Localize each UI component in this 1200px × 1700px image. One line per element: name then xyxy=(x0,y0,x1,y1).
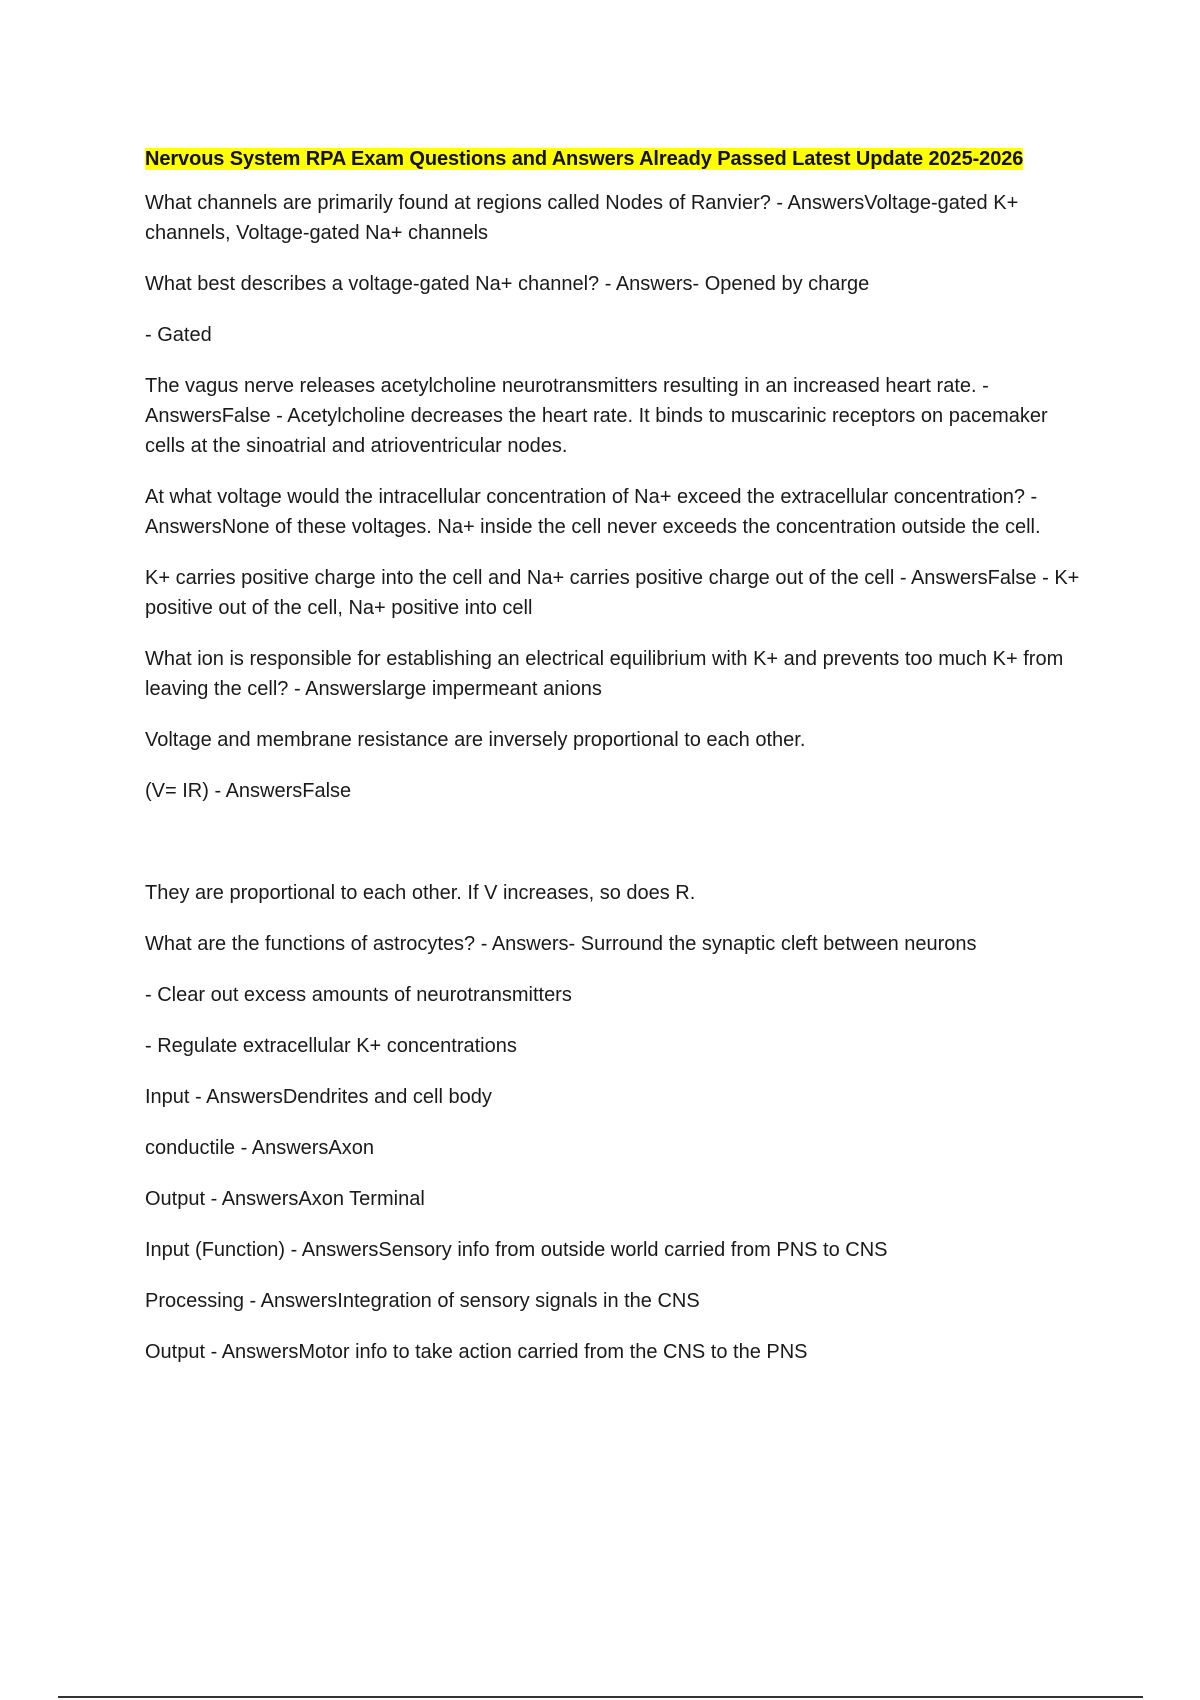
paragraph: Output - AnswersAxon Terminal xyxy=(145,1188,425,1210)
paragraph: What ion is responsible for establishing an electrical equilibrium with K+ and prevents too much K+ from leaving the cell? - Answerslarge impermeant anions xyxy=(145,648,1064,700)
paragraph: The vagus nerve releases acetylcholine neurotransmitters resulting in an increased heart rate. - AnswersFalse - Acetylcholine decreases the heart rate. It binds to muscarinic receptors on pacemaker cells at the sinoatrial and atrioventricular nodes. xyxy=(145,375,1048,457)
paragraph: At what voltage would the intracellular concentration of Na+ exceed the extracellular concentration? - AnswersNone of these voltages. Na+ inside the cell never exceeds the concentration outside the cell. xyxy=(145,486,1041,538)
paragraph: Voltage and membrane resistance are inversely proportional to each other. xyxy=(145,729,806,751)
paragraph: Output - AnswersMotor info to take action carried from the CNS to the PNS xyxy=(145,1341,808,1363)
paragraph: What best describes a voltage-gated Na+ channel? - Answers- Opened by charge xyxy=(145,273,870,295)
paragraph: What channels are primarily found at regions called Nodes of Ranvier? - AnswersVoltage-gated K+ channels, Voltage-gated Na+ channels xyxy=(145,192,1019,244)
paragraph: conductile - AnswersAxon xyxy=(145,1137,375,1159)
paragraph: What are the functions of astrocytes? - Answers- Surround the synaptic cleft between neurons xyxy=(145,933,977,955)
blank-gap xyxy=(145,827,1090,878)
paragraph: Input (Function) - AnswersSensory info from outside world carried from PNS to CNS xyxy=(145,1239,888,1261)
paragraph: K+ carries positive charge into the cell and Na+ carries positive charge out of the cell - AnswersFalse - K+ positive out of the cell, Na+ positive into cell xyxy=(145,567,1080,619)
paragraph: They are proportional to each other. If V increases, so does R. xyxy=(145,882,696,904)
paragraph: Processing - AnswersIntegration of sensory signals in the CNS xyxy=(145,1290,700,1312)
footer-divider xyxy=(58,1696,1143,1698)
paragraph: Input - AnswersDendrites and cell body xyxy=(145,1086,492,1108)
title-block xyxy=(145,144,1090,174)
document-title: Nervous System RPA Exam Questions and Answers Already Passed Latest Update 2025-2026 xyxy=(145,148,1024,170)
paragraph: - Gated xyxy=(145,324,212,346)
paragraph: - Regulate extracellular K+ concentrations xyxy=(145,1035,517,1057)
paragraph: (V= IR) - AnswersFalse xyxy=(145,780,352,802)
paragraph: - Clear out excess amounts of neurotransmitters xyxy=(145,984,572,1006)
document-body xyxy=(145,144,1090,1388)
